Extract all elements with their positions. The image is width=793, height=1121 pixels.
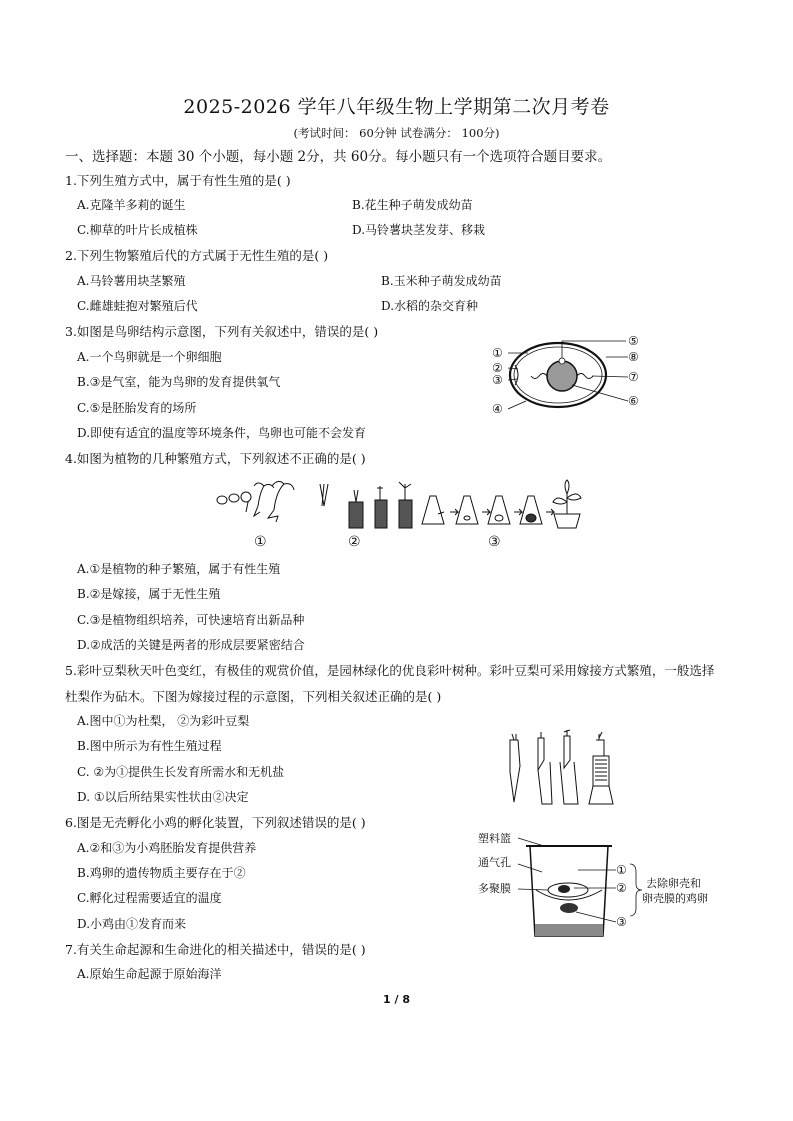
- egg-structure-figure: [488, 333, 648, 416]
- note-line-1: 去除卵壳和: [646, 877, 701, 890]
- section-heading: 一、选择题：本题 30 个小题，每小题 2分，共 60分。每小题只有一个选项符合题目要求。: [65, 149, 612, 165]
- reproduction-methods-figure: [212, 478, 582, 550]
- egg-yolk: [558, 885, 570, 893]
- egg-label-8: ⑧: [628, 350, 639, 364]
- question-3-stem: 3.如图是鸟卵结构示意图，下列有关叙述中，错误的是( ): [65, 324, 379, 339]
- q7-option-a: A.原始生命起源于原始海洋: [77, 967, 222, 981]
- grafting-drawing: [320, 482, 412, 528]
- exam-title: 2025-2026 学年八年级生物上学期第二次月考卷: [183, 96, 610, 118]
- egg-label-3: ③: [492, 373, 503, 387]
- question-7-stem: 7.有关生命起源和生命进化的相关描述中，错误的是( ): [65, 942, 366, 957]
- q3-option-c: C.⑤是胚胎发育的场所: [77, 401, 197, 415]
- q4-option-b: B.②是嫁接，属于无性生殖: [77, 587, 221, 601]
- incubator-figure: [478, 832, 708, 942]
- film-layer: [536, 890, 602, 900]
- label-air-hole: 通气孔: [478, 856, 511, 869]
- egg-label-5: ⑤: [628, 334, 639, 348]
- incubator-label-1: ①: [616, 863, 627, 877]
- q5-option-a: A.图中①为杜梨， ②为彩叶豆梨: [77, 714, 250, 728]
- q5-option-d: D. ①以后所结果实性状由②决定: [77, 790, 249, 804]
- seed-germination-drawing: [217, 481, 294, 522]
- egg-label-2: ②: [492, 361, 503, 375]
- egg-label-7: ⑦: [628, 370, 639, 384]
- yolk: [547, 361, 577, 391]
- q6-option-c: C.孵化过程需要适宜的温度: [77, 891, 222, 905]
- label-plastic-cup: 塑料篮: [478, 832, 511, 845]
- incubator-label-2: ②: [616, 881, 627, 895]
- q6-option-a: A.②和③为小鸡胚胎发育提供营养: [77, 841, 257, 855]
- method-label-1: ①: [254, 534, 267, 550]
- question-5-stem-line2: 杜梨作为砧木。下图为嫁接过程的示意图，下列相关叙述正确的是( ): [65, 689, 442, 704]
- q4-option-a: A.①是植物的种子繁殖，属于有性生殖: [77, 562, 281, 576]
- germinal-disc: [559, 358, 565, 364]
- q5-option-b: B.图中所示为有性生殖过程: [77, 739, 222, 753]
- method-label-2: ②: [348, 534, 361, 550]
- q2-option-a: A.马铃薯用块茎繁殖: [77, 274, 186, 288]
- q1-option-c: C.柳草的叶片长成植株: [77, 223, 198, 237]
- q2-option-c: C.雌雄蛙抱对繁殖后代: [77, 299, 198, 313]
- q1-option-b: B.花生种子萌发成幼苗: [352, 198, 473, 212]
- q5-option-c: C. ②为①提供生长发育所需水和无机盐: [77, 765, 285, 779]
- q3-option-d: D.即使有适宜的温度等环境条件，鸟卵也可能不会发育: [77, 426, 367, 440]
- method-label-3: ③: [488, 534, 501, 550]
- question-5-stem-line1: 5.彩叶豆梨秋天叶色变红，有极佳的观赏价值，是园林绿化的优良彩叶树种。彩叶豆梨可采用嫁接方式繁殖，一般选择: [65, 663, 715, 678]
- q4-option-c: C.③是植物组织培养，可快速培育出新品种: [77, 613, 305, 627]
- grafting-process-figure: [500, 730, 630, 805]
- note-line-2: 卵壳膜的鸡卵: [642, 892, 708, 905]
- question-6-stem: 6.图是无壳孵化小鸡的孵化装置，下列叙述错误的是( ): [65, 815, 366, 830]
- q3-option-b: B.③是气室，能为鸟卵的发育提供氧气: [77, 375, 281, 389]
- q4-option-d: D.②成活的关键是两者的形成层要紧密结合: [77, 638, 305, 652]
- page-number: 1 / 8: [383, 993, 410, 1006]
- q6-option-d: D.小鸡由①发育而来: [77, 917, 187, 931]
- question-2-stem: 2.下列生物繁殖后代的方式属于无性生殖的是( ): [65, 248, 329, 263]
- egg-label-4: ④: [492, 402, 503, 416]
- q2-option-b: B.玉米种子萌发成幼苗: [381, 274, 502, 288]
- tissue-culture-drawing: [422, 480, 581, 528]
- question-1-stem: 1.下列生殖方式中，属于有性生殖的是( ): [65, 173, 291, 188]
- egg-label-1: ①: [492, 346, 503, 360]
- chalaza-left: [531, 374, 547, 379]
- q2-option-d: D.水稻的杂交育种: [381, 299, 479, 313]
- egg-bottom: [560, 903, 578, 913]
- q1-option-a: A.克隆羊多莉的诞生: [77, 198, 186, 212]
- chalaza-right: [577, 374, 593, 379]
- exam-subtitle: (考试时间： 60分钟 试卷满分： 100分): [293, 126, 500, 140]
- egg-label-6: ⑥: [628, 394, 639, 408]
- q3-option-a: A.一个鸟卵就是一个卵细胞: [77, 350, 222, 364]
- question-4-stem: 4.如图为植物的几种繁殖方式，下列叙述不正确的是( ): [65, 451, 366, 466]
- label-polymer-film: 多聚膜: [478, 882, 511, 895]
- water-layer: [535, 924, 603, 936]
- incubator-label-3: ③: [616, 915, 627, 929]
- q6-option-b: B.鸡卵的遗传物质主要存在于②: [77, 866, 246, 880]
- q1-option-d: D.马铃薯块茎发芽、移栽: [352, 223, 486, 237]
